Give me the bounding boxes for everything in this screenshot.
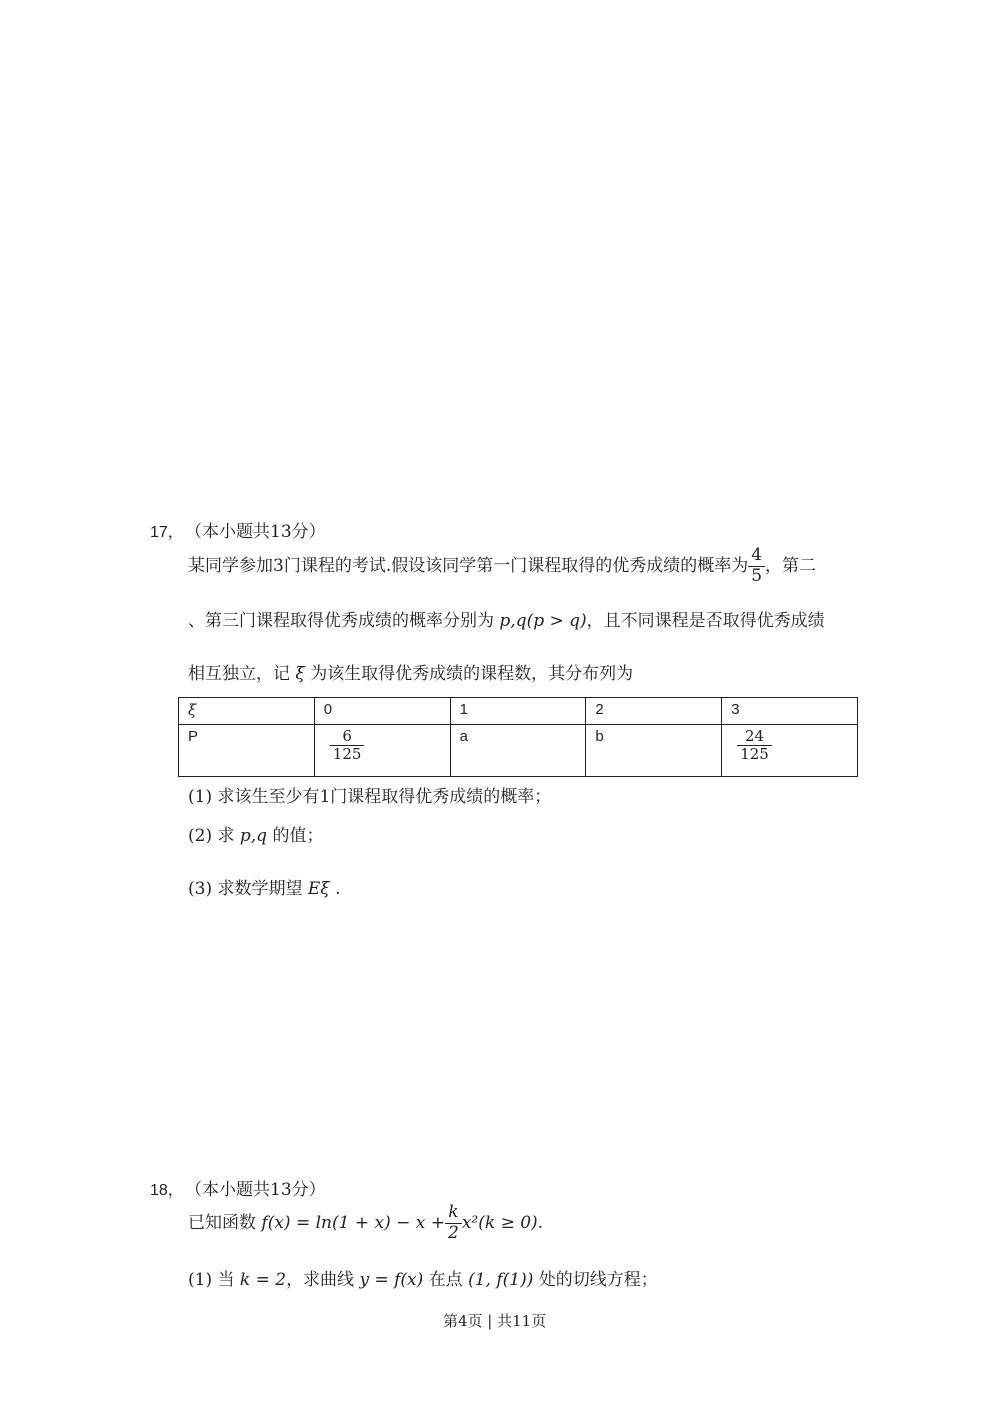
table-cell-0: 0 <box>314 698 450 725</box>
q17-part2-math: p,q <box>239 826 268 846</box>
q18-intro-head: 已知函数 <box>188 1213 256 1233</box>
table-cell-p-label: P <box>179 725 315 777</box>
q17-number: 17， <box>150 524 184 541</box>
q18-part1 <box>188 1265 658 1290</box>
q18-part1-mid: ，求曲线 <box>286 1270 355 1290</box>
q17-line3 <box>188 659 633 684</box>
table-cell-p3 <box>722 725 858 777</box>
q17-part3-tail: . <box>335 879 341 899</box>
table-cell-p0 <box>314 725 450 777</box>
q17-part3 <box>188 874 340 899</box>
q18-part1-mid2: 在点 <box>428 1270 463 1290</box>
q18-number: 18， <box>150 1182 184 1199</box>
q17-part3-math: Eξ <box>307 879 330 899</box>
q18-intro-fraction: $\frac{k}{2}$ <box>445 1203 462 1243</box>
table-cell-2: 2 <box>586 698 722 725</box>
distribution-table <box>178 697 858 777</box>
q18-part1-head: (1) 当 <box>188 1270 235 1290</box>
fraction-24-125: $\frac{24}{125}$ <box>737 728 772 764</box>
table-cell-p2: b <box>586 725 722 777</box>
page-footer: 第4页 | 共11页 <box>443 1312 547 1330</box>
q18-header: （本小题共13分） <box>185 1180 326 1200</box>
q18-intro-math1: f(x) = ln(1 + x) − x + <box>261 1213 445 1233</box>
q17-part2-head: (2) 求 <box>188 826 235 846</box>
q17-line2-head: 、第三门课程取得优秀成绩的概率分别为 <box>188 611 494 631</box>
table-prob-row <box>179 725 858 777</box>
table-cell-p1: a <box>450 725 586 777</box>
q17-line1 <box>188 546 816 587</box>
q17-line1-tail: ，第二 <box>765 556 817 576</box>
q17-part2 <box>188 821 323 846</box>
q18-intro-tail: . <box>537 1213 544 1233</box>
q17-part1-text: (1) 求该生至少有1门课程取得优秀成绩的概率； <box>188 787 552 807</box>
q17-line2-tail: ，且不同课程是否取得优秀成绩 <box>586 611 825 631</box>
q17-line2 <box>188 606 825 631</box>
q17-line2-math: p,q(p > q) <box>499 611 587 631</box>
table-cell-3: 3 <box>722 698 858 725</box>
q17-part3-head: (3) 求数学期望 <box>188 879 303 899</box>
q17-part1 <box>188 782 551 807</box>
q18-part1-math2: y = f(x) <box>359 1270 424 1290</box>
q18-intro-math2: x²(k ≥ 0) <box>461 1213 538 1233</box>
q18-part1-math1: k = 2 <box>239 1270 287 1290</box>
q18-part1-tail: 处的切线方程； <box>538 1270 658 1290</box>
q18-part1-math3: (1, f(1)) <box>468 1270 534 1290</box>
q17-line3-head: 相互独立，记 <box>188 664 290 684</box>
q17-line3-tail: 为该生取得优秀成绩的课程数，其分布列为 <box>310 664 634 684</box>
table-cell-1: 1 <box>450 698 586 725</box>
q17-line1-text: 某同学参加3门课程的考试.假设该同学第一门课程取得的优秀成绩的概率为 <box>188 556 749 576</box>
fraction-6-125: $\frac{6}{125}$ <box>330 728 365 764</box>
table-cell-xi: ξ <box>179 698 315 725</box>
table-header-row <box>179 698 858 725</box>
q17-header: （本小题共13分） <box>185 522 326 542</box>
q17-part2-tail: 的值； <box>272 826 324 846</box>
q17-line1-fraction: $\frac{4}{5}$ <box>748 546 765 586</box>
q18-intro <box>188 1203 543 1244</box>
q17-line3-xi: ξ <box>295 664 305 684</box>
